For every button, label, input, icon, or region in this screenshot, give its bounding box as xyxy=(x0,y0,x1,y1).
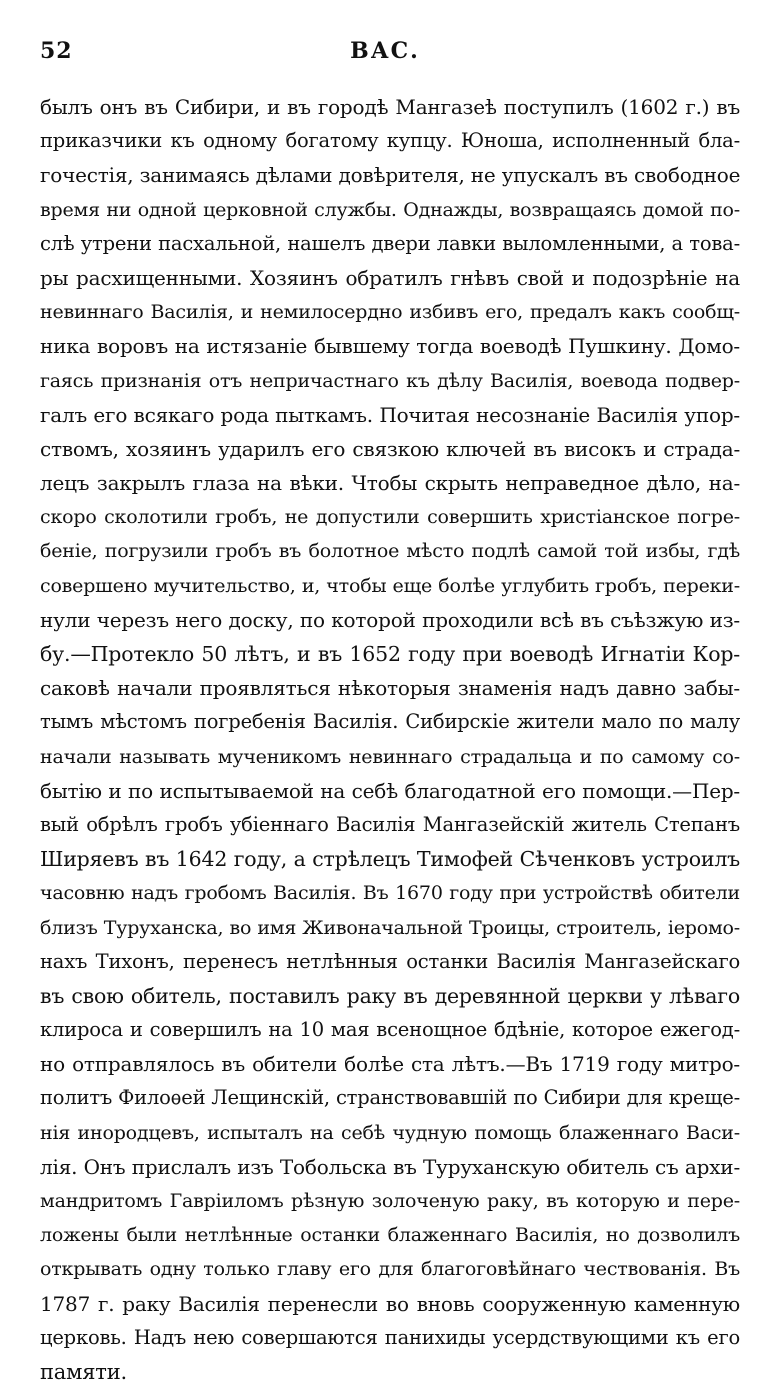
text-line: галъ его всякаго рода пыткамъ. Почитая несознаніе Василія упор- xyxy=(40,402,740,427)
text-line: но отправлялось въ обители болѣе ста лѣтъ.—Въ 1719 году митро- xyxy=(40,1052,740,1077)
text-line: лія. Онъ прислалъ изъ Тобольска въ Туруханскую обитель съ архи- xyxy=(40,1154,740,1179)
text-line: гаясь признанія отъ непричастнаго къ дѣлу Василія, воевода подвер- xyxy=(40,369,740,392)
page-number: 52 xyxy=(40,38,73,64)
running-head xyxy=(40,38,730,70)
text-line: бытію и по испытываемой на себѣ благодатной его помощи.—Пер- xyxy=(40,778,740,803)
text-line: 1787 г. раку Василія перенесли во вновь сооруженную каменную xyxy=(40,1291,740,1316)
text-line: тымъ мѣстомъ погребенія Василія. Сибирскіе жители мало по малу xyxy=(40,710,740,734)
text-line: открывать одну только главу его для благоговѣйнаго чествованія. Въ xyxy=(40,1258,740,1281)
text-line: беніе, погрузили гробъ въ болотное мѣсто подлѣ самой той избы, гдѣ xyxy=(40,540,740,563)
text-line: ствомъ, хозяинъ ударилъ его связкою ключей въ високъ и страда- xyxy=(40,436,740,461)
text-line: мандритомъ Гавріиломъ рѣзную золоченую раку, въ которую и пере- xyxy=(40,1190,740,1212)
text-line: ложены были нетлѣнные останки блаженнаго Василія, но дозволилъ xyxy=(40,1224,740,1247)
text-line: саковѣ начали проявляться нѣкоторыя знаменія надъ давно забы- xyxy=(40,676,740,701)
text-line: близъ Туруханска, во имя Живоначальной Троицы, строитель, іеромо- xyxy=(40,916,740,939)
text-line: нули черезъ него доску, по которой проходили всѣ въ съѣзжую из- xyxy=(40,607,740,632)
text-line: невиннаго Василія, и немилосердно избивъ его, предалъ какъ сообщ- xyxy=(40,301,740,324)
text-line: бу.—Протекло 50 лѣтъ, и въ 1652 году при воеводѣ Игнатіи Кор- xyxy=(40,642,740,666)
text-line: слѣ утрени пасхальной, нашелъ двери лавки выломленными, а това- xyxy=(40,231,740,255)
text-line: церковь. Надъ нею совершаются панихиды усердствующими къ его xyxy=(40,1325,740,1349)
text-line: нія инородцевъ, испыталъ на себѣ чудную помощь блаженнаго Васи- xyxy=(40,1121,740,1144)
text-line: вый обрѣлъ гробъ убіеннаго Василія Мангазейскій житель Степанъ xyxy=(40,812,740,836)
text-line: скоро сколотили гробъ, не допустили совершить христіанское погре- xyxy=(40,506,740,529)
text-line: въ свою обитель, поставилъ раку въ деревянной церкви у лѣваго xyxy=(40,983,740,1008)
text-line: время ни одной церковной службы. Однажды, возвращаясь домой по- xyxy=(40,198,740,221)
text-line: памяти. xyxy=(40,1359,127,1384)
text-line: ника воровъ на истязаніе бывшему тогда воеводѣ Пушкину. Домо- xyxy=(40,334,740,359)
text-line: клироса и совершилъ на 10 мая всенощное бдѣніе, которое ежегод- xyxy=(40,1018,740,1042)
text-line: былъ онъ въ Сибири, и въ городѣ Мангазеѣ поступилъ (1602 г.) въ xyxy=(40,95,740,119)
text-line: ры расхищенными. Хозяинъ обратилъ гнѣвъ свой и подозрѣніе на xyxy=(40,265,740,290)
text-line: приказчики къ одному богатому купцу. Юноша, исполненный бла- xyxy=(40,129,740,153)
section-heading: ВАС. xyxy=(350,38,420,64)
text-line: гочестія, занимаясь дѣлами довѣрителя, не упускалъ въ свободное xyxy=(40,163,741,188)
text-line: совершено мучительство, и, чтобы еще болѣе углубить гробъ, переки- xyxy=(40,574,740,597)
text-line: начали называть мученикомъ невиннаго страдальца и по самому со- xyxy=(40,745,740,768)
text-line: часовню надъ гробомъ Василія. Въ 1670 году при устройствѣ обители xyxy=(40,882,740,905)
text-line: лецъ закрылъ глаза на вѣки. Чтобы скрыть неправедное дѣло, на- xyxy=(40,471,740,496)
text-line: Ширяевъ въ 1642 году, а стрѣлецъ Тимофей Сѣченковъ устроилъ xyxy=(40,847,740,872)
text-line: политъ Филоѳей Лещинскій, странствовавшій по Сибири для креще- xyxy=(40,1086,740,1110)
body-text xyxy=(40,90,740,1389)
text-line: нахъ Тихонъ, перенесъ нетлѣнныя останки Василія Мангазейскаго xyxy=(40,949,740,973)
